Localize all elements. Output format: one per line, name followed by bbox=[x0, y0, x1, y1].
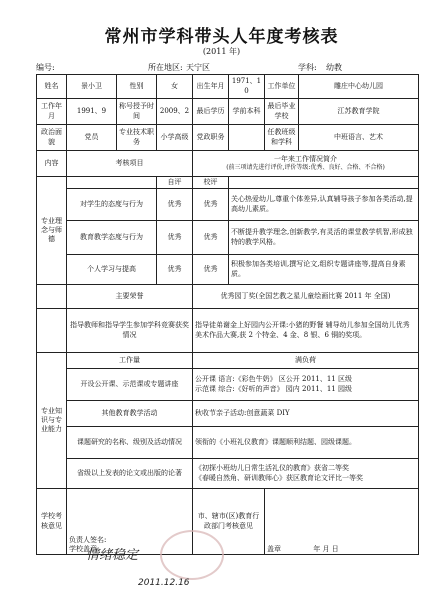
prof-title-value: 小学高级 bbox=[157, 125, 193, 151]
title-date-label: 称号授予时间 bbox=[117, 99, 157, 125]
self-eval-label: 自评 bbox=[157, 177, 193, 189]
other-activity-value: 秋收节亲子活动:创意蔬菜 DIY bbox=[193, 401, 419, 427]
item-desc: 不断提升教学理念,创新教学,有灵活的课堂教学机智,形成独特的教学风格。 bbox=[229, 221, 419, 255]
honor-value: 优秀园丁奖(全国艺教之星儿童绘画比赛 2011 年 全国) bbox=[193, 285, 419, 309]
paper-line: 《春暖自然角、研训教师心》获区教育论文评比一等奖 bbox=[195, 473, 363, 482]
seal-label: 盖章 bbox=[267, 544, 281, 553]
party-post-label: 党政职务 bbox=[193, 125, 229, 151]
class-subject-label: 任教班级和学科 bbox=[265, 125, 299, 151]
edu-value: 学前本科 bbox=[229, 99, 265, 125]
open-class-value bbox=[193, 369, 419, 401]
birth-label: 出生年月 bbox=[193, 75, 229, 99]
party-post-value bbox=[229, 125, 265, 151]
handwritten-opinion: 情绪稳定 bbox=[86, 548, 139, 563]
unit-value: 雕庄中心幼儿园 bbox=[299, 75, 419, 99]
research-label: 课题研究的名称、级别及活动情况 bbox=[67, 427, 193, 459]
section-knowledge: 专业知识与专业能力 bbox=[37, 353, 67, 489]
desc-blank bbox=[229, 177, 419, 189]
edu-label: 最后学历 bbox=[193, 99, 229, 125]
summary-title: 一年来工作情况简介 bbox=[274, 155, 337, 164]
form-year: (2011 年) bbox=[202, 47, 241, 56]
guide-value: 指导徒弟谢金上好园内公开课:小猪的野餐 辅导幼儿参加全国幼儿优秀美术作品大赛,获 2 个特金、4 金、8 银、6 铜的奖项。 bbox=[193, 309, 419, 353]
items-label: 考核项目 bbox=[67, 151, 193, 177]
honor-label: 主要荣誉 bbox=[67, 285, 193, 309]
paper-line: 《初探小班幼儿日常生活礼仪的教育》获省二等奖 bbox=[195, 464, 349, 473]
school-eval-label: 校评 bbox=[193, 177, 229, 189]
open-class-line: 示范课 综合:《好听的声音》 园内 2011、11 园级 bbox=[195, 384, 352, 393]
item-desc: 积极参加各类培训,撰写论文,组织专题讲座等,提高自身素质。 bbox=[229, 255, 419, 285]
open-class-label: 开设公开课、示范课或专题讲座 bbox=[67, 369, 193, 401]
research-value: 领衔的《小班礼仪教育》课题顺利结题、园级课题。 bbox=[193, 427, 419, 459]
id-label: 编号: bbox=[36, 63, 55, 72]
leader-sign-label: 负责人签名: bbox=[69, 535, 107, 544]
summary-header bbox=[193, 151, 419, 177]
work-value: 1991、9 bbox=[67, 99, 117, 125]
open-class-line: 公开课 语言:《彩色牛奶》 区公开 2011、11 区级 bbox=[195, 375, 352, 384]
city-opinion-label: 市、辖市(区)教育行政部门考核意见 bbox=[193, 489, 265, 555]
school-label: 最后毕业学校 bbox=[265, 99, 299, 125]
title-date-value: 2009、2 bbox=[157, 99, 193, 125]
guide-label: 指导教师和指导学生参加学科竞赛获奖情况 bbox=[67, 309, 193, 353]
form-meta bbox=[36, 62, 416, 74]
gender-value: 女 bbox=[157, 75, 193, 99]
assessment-table bbox=[36, 74, 419, 555]
school-rating: 优秀 bbox=[193, 255, 229, 285]
unit-label: 工作单位 bbox=[265, 75, 299, 99]
gender-label: 性别 bbox=[117, 75, 157, 99]
item-blank bbox=[67, 177, 157, 189]
paper-label: 省级以上发表的论文或出版的论著 bbox=[67, 459, 193, 489]
workload-label: 工作量 bbox=[67, 353, 193, 369]
school-opinion-label: 学校考核意见 bbox=[37, 489, 67, 555]
section-ethics: 专业理念与师德 bbox=[37, 177, 67, 285]
work-label: 工作年月 bbox=[37, 99, 67, 125]
prof-title-label: 专业技术职务 bbox=[117, 125, 157, 151]
item-name: 对学生的态度与行为 bbox=[67, 189, 157, 221]
name-label: 姓名 bbox=[37, 75, 67, 99]
name-value: 景小卫 bbox=[67, 75, 117, 99]
other-activity-label: 其他教育教学活动 bbox=[67, 401, 193, 427]
handwritten-date: 2011.12.16 bbox=[138, 578, 190, 588]
class-subject-value: 中班语言、艺术 bbox=[299, 125, 419, 151]
paper-value bbox=[193, 459, 419, 489]
item-name: 教育教学态度与行为 bbox=[67, 221, 157, 255]
school-rating: 优秀 bbox=[193, 189, 229, 221]
content-label: 内容 bbox=[37, 151, 67, 177]
city-opinion-cell bbox=[265, 489, 419, 555]
self-rating: 优秀 bbox=[157, 189, 193, 221]
date-label: 年 月 日 bbox=[313, 544, 339, 553]
workload-value: 满负荷 bbox=[193, 353, 419, 369]
subject-value: 幼教 bbox=[326, 63, 342, 72]
blank-cell bbox=[37, 309, 67, 353]
school-value: 江苏教育学院 bbox=[299, 99, 419, 125]
blank-cell bbox=[37, 285, 67, 309]
form-title: 常州市学科带头人年度考核表 bbox=[104, 27, 339, 47]
self-rating: 优秀 bbox=[157, 221, 193, 255]
school-rating: 优秀 bbox=[193, 221, 229, 255]
school-stamp-label: 学校盖章: bbox=[69, 544, 100, 553]
subject-label: 学科: bbox=[298, 63, 317, 72]
politics-label: 政治面貌 bbox=[37, 125, 67, 151]
school-seal-stamp bbox=[160, 530, 224, 580]
area-label: 所在地区: bbox=[148, 63, 183, 72]
summary-note: (前三项请先进行评价,评价等级:优秀、良好、合格、不合格) bbox=[226, 164, 385, 172]
area-value: 天宁区 bbox=[186, 63, 210, 72]
birth-value: 1971、10 bbox=[229, 75, 265, 99]
politics-value: 党员 bbox=[67, 125, 117, 151]
self-rating: 优秀 bbox=[157, 255, 193, 285]
item-desc: 关心热爱幼儿,尊重个体差异,认真辅导孩子参加各类活动,提高幼儿素质。 bbox=[229, 189, 419, 221]
item-name: 个人学习与提高 bbox=[67, 255, 157, 285]
